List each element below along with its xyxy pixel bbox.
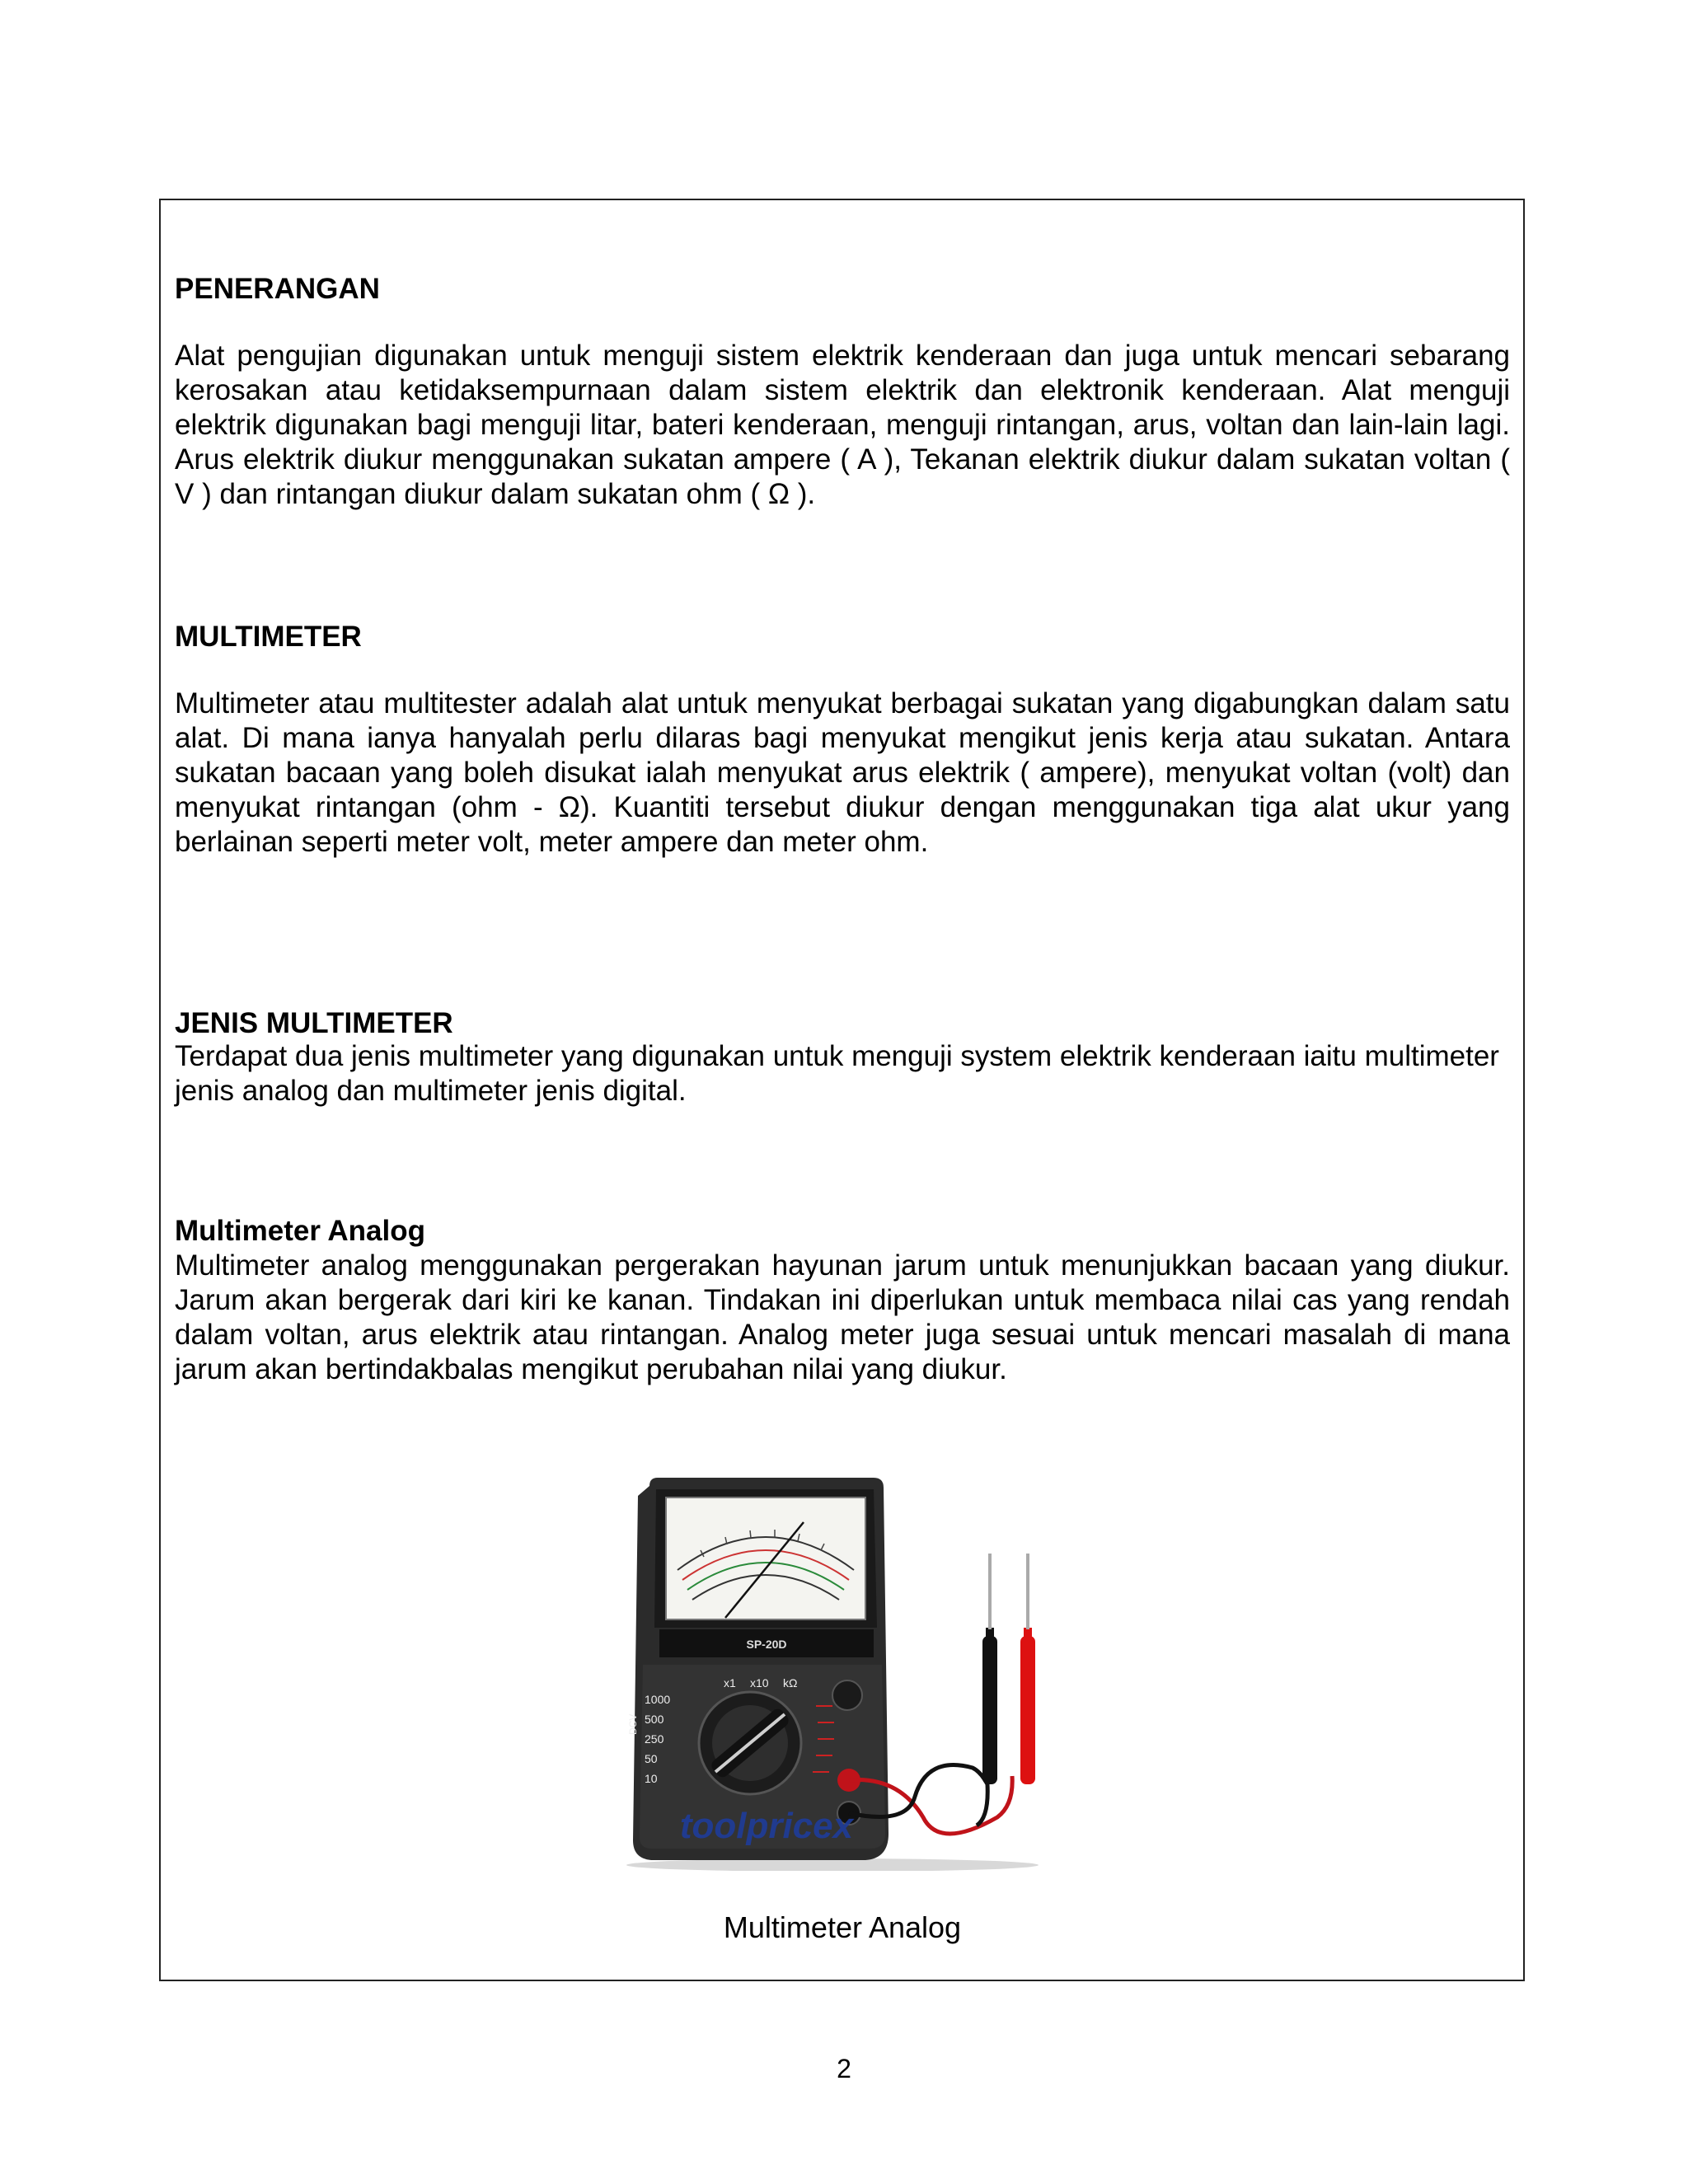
- range-label-kohm: kΩ: [783, 1676, 798, 1690]
- multimeter-image: [626, 1471, 1071, 1871]
- section-analog-heading: [175, 1214, 1510, 1249]
- section-heading: PENERANGAN: [175, 273, 380, 305]
- dial-label-10: 10: [645, 1772, 658, 1785]
- range-label-x1: x1: [724, 1676, 736, 1690]
- section-paragraph: Terdapat dua jenis multimeter yang digunakan untuk menguji system elektrik kenderaan iaitu multimeter jenis analog dan multimeter jenis digital.: [175, 1040, 1499, 1107]
- section-analog-body: [175, 1249, 1510, 1387]
- section-jenis-body: [175, 1039, 1510, 1108]
- dial-label-500: 500: [645, 1713, 664, 1726]
- page-number: 2: [837, 2054, 851, 2083]
- dcv-label: DCV: [627, 1713, 639, 1735]
- dial-label-50: 50: [645, 1752, 658, 1765]
- section-paragraph: Multimeter analog menggunakan pergerakan hayunan jarum untuk menunjukkan bacaan yang diukur. Jarum akan bergerak dari kiri ke kanan. Tindakan ini diperlukan untuk membaca nilai cas yang rendah dalam voltan, arus elektrik atau rintangan. Analog meter juga sesuai untuk mencari masalah di mana jarum akan bertindakbalas mengikut perubahan nilai yang diukur.: [175, 1249, 1510, 1385]
- section-jenis-heading: [175, 1006, 1510, 1041]
- dial-label-250: 250: [645, 1732, 664, 1746]
- section-heading: Multimeter Analog: [175, 1215, 425, 1247]
- dial-label-1000: 1000: [645, 1693, 671, 1706]
- model-label: SP-20D: [746, 1638, 787, 1651]
- section-penerangan-body: [175, 339, 1510, 512]
- watermark-text: toolpricex: [679, 1806, 854, 1846]
- section-heading: JENIS MULTIMETER: [175, 1007, 453, 1039]
- range-label-x10: x10: [750, 1676, 769, 1690]
- section-multimeter-body: [175, 687, 1510, 860]
- section-heading: MULTIMETER: [175, 621, 362, 653]
- section-paragraph: Multimeter atau multitester adalah alat untuk menyukat berbagai sukatan yang digabungkan dalam satu alat. Di mana ianya hanyalah perlu dilaras bagi menyukat mengikut jenis kerja atau sukatan. Antara sukatan bacaan yang boleh disukat ialah menyukat arus elektrik ( ampere), menyukat voltan (volt) dan menyukat rintangan (ohm - Ω). Kuantiti tersebut diukur dengan menggunakan tiga alat ukur yang berlainan seperti meter volt, meter ampere dan meter ohm.: [175, 687, 1510, 858]
- figure-caption: Multimeter Analog: [723, 1910, 962, 1944]
- section-penerangan-heading: [175, 272, 1510, 307]
- section-multimeter-heading: [175, 620, 1510, 654]
- section-paragraph: Alat pengujian digunakan untuk menguji sistem elektrik kenderaan dan juga untuk mencari sebarang kerosakan atau ketidaksempurnaan dalam sistem elektrik dan elektronik kenderaan. Alat menguji elektrik digunakan bagi menguji litar, bateri kenderaan, menguji rintangan, arus, voltan dan lain-lain lagi. Arus elektrik diukur menggunakan sukatan ampere ( A ), Tekanan elektrik diukur dalam sukatan voltan ( V ) dan rintangan diukur dalam sukatan ohm ( Ω ).: [175, 340, 1510, 510]
